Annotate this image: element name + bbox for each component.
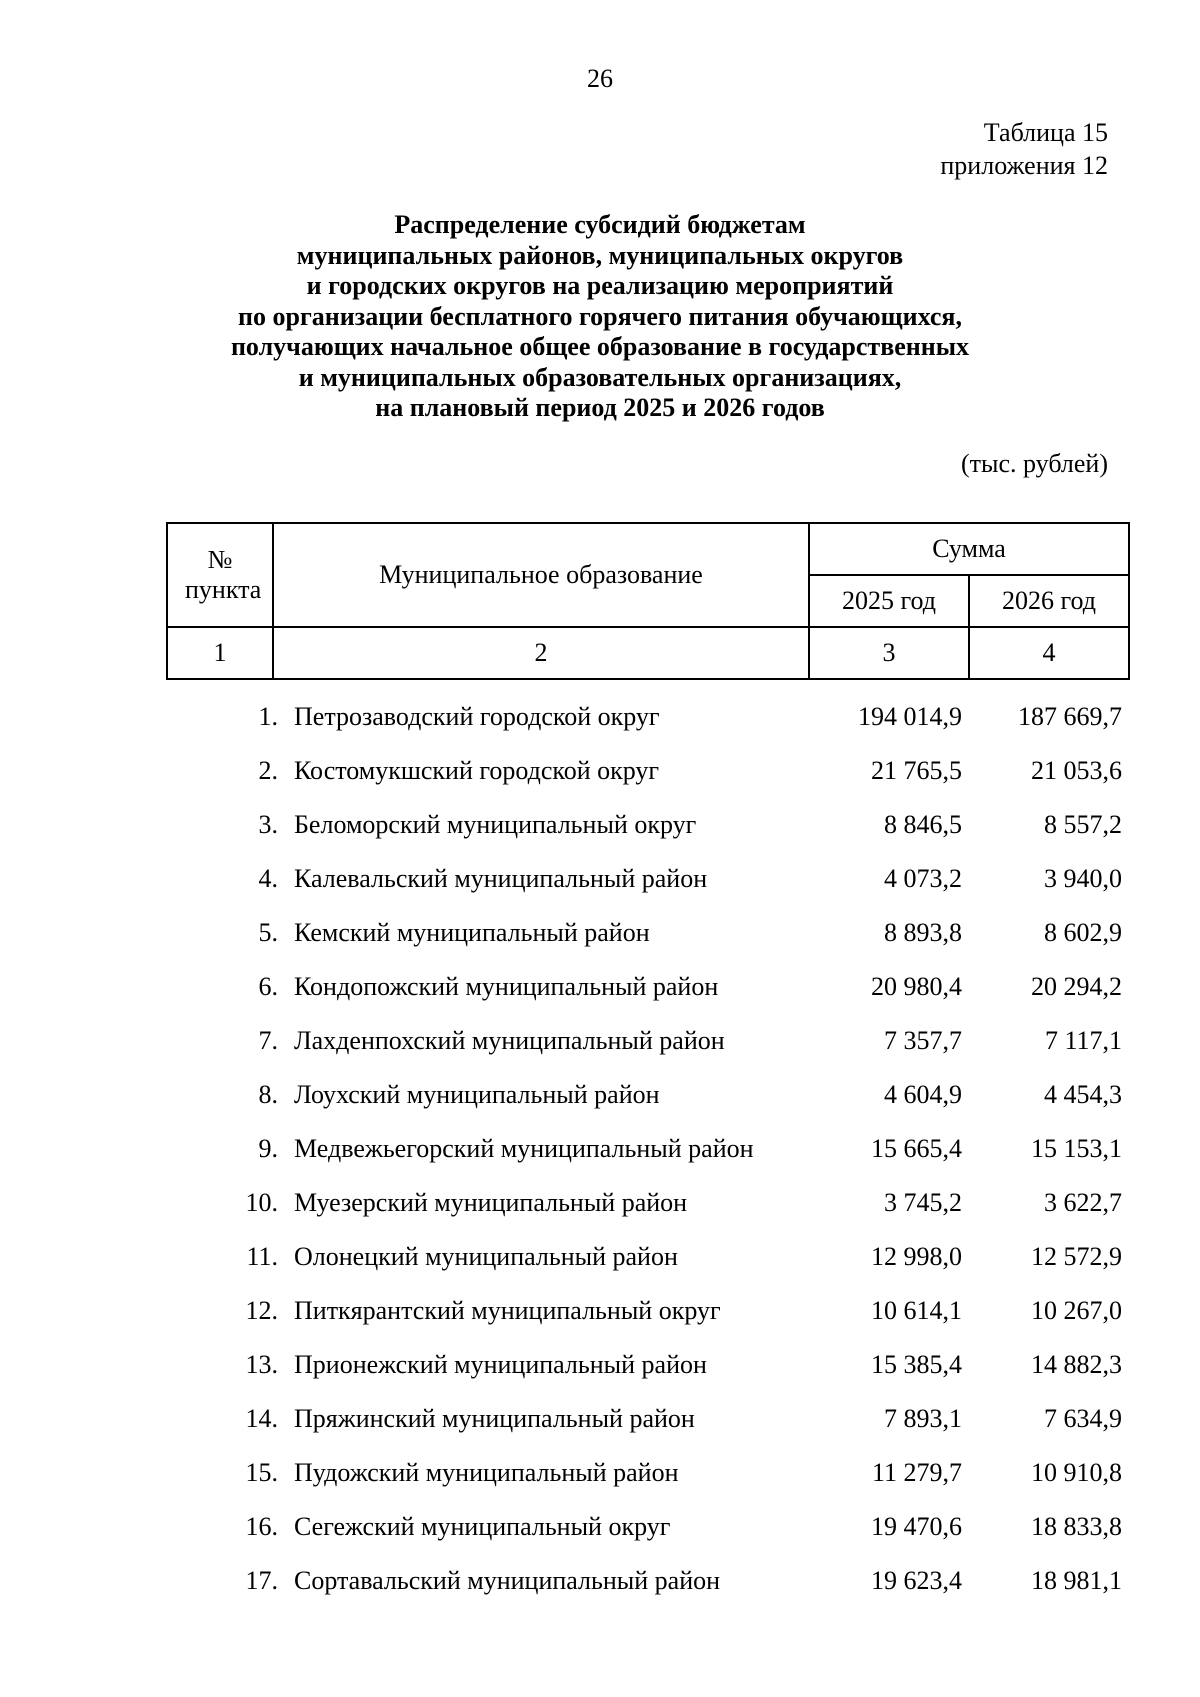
row-amount-2026: 18 981,1 bbox=[1031, 1566, 1122, 1595]
header-sum-cell: Сумма bbox=[809, 523, 1129, 575]
row-number: 11. bbox=[246, 1242, 278, 1271]
row-number: 8. bbox=[258, 1080, 278, 1109]
row-amount-2026: 7 117,1 bbox=[1044, 1026, 1122, 1055]
row-number: 5. bbox=[258, 918, 278, 947]
row-amount-2025: 8 893,8 bbox=[884, 918, 962, 947]
row-amount-2025: 15 385,4 bbox=[871, 1350, 962, 1379]
title-line: Распределение субсидий бюджетам bbox=[394, 210, 806, 239]
table-header bbox=[166, 522, 1130, 680]
row-amount-2026: 7 634,9 bbox=[1044, 1404, 1122, 1433]
row-number: 13. bbox=[245, 1350, 278, 1379]
table-reference-line-2: приложения 12 bbox=[940, 151, 1108, 180]
row-amount-2025: 15 665,4 bbox=[871, 1134, 962, 1163]
row-number-cell bbox=[166, 1404, 278, 1434]
row-number-cell bbox=[166, 1134, 278, 1164]
row-amount-2025: 3 745,2 bbox=[884, 1188, 962, 1217]
row-amount-2026: 21 053,6 bbox=[1031, 756, 1122, 785]
row-municipality: Пряжинский муниципальный район bbox=[294, 1404, 695, 1433]
row-amount-2025: 7 357,7 bbox=[884, 1026, 962, 1055]
row-number: 9. bbox=[258, 1134, 278, 1163]
table-row bbox=[166, 852, 1128, 906]
column-number-4: 4 bbox=[969, 627, 1129, 679]
table-row bbox=[166, 960, 1128, 1014]
row-municipality: Кондопожский муниципальный район bbox=[294, 972, 719, 1001]
row-municipality: Лахденпохский муниципальный район bbox=[294, 1026, 725, 1055]
row-amount-2026: 10 910,8 bbox=[1031, 1458, 1122, 1487]
table-row bbox=[166, 1122, 1128, 1176]
row-number-cell bbox=[166, 1188, 278, 1218]
header-year-2026: 2026 год bbox=[969, 575, 1129, 627]
row-municipality: Прионежский муниципальный район bbox=[294, 1350, 707, 1379]
row-number: 7. bbox=[258, 1026, 278, 1055]
table-row bbox=[166, 1068, 1128, 1122]
row-municipality: Лоухский муниципальный район bbox=[294, 1080, 660, 1109]
row-municipality: Олонецкий муниципальный район bbox=[294, 1242, 678, 1271]
row-amount-2026: 10 267,0 bbox=[1031, 1296, 1122, 1325]
row-amount-2026: 8 602,9 bbox=[1044, 918, 1122, 947]
row-number-cell bbox=[166, 1350, 278, 1380]
row-municipality: Муезерский муниципальный район bbox=[294, 1188, 688, 1217]
row-municipality: Медвежьегорский муниципальный район bbox=[294, 1134, 754, 1163]
row-amount-2025: 11 279,7 bbox=[871, 1458, 962, 1487]
row-amount-2026: 8 557,2 bbox=[1044, 810, 1122, 839]
row-amount-2026: 187 669,7 bbox=[1018, 702, 1122, 731]
row-number-cell bbox=[166, 864, 278, 894]
row-number: 4. bbox=[258, 864, 278, 893]
row-amount-2025: 19 470,6 bbox=[871, 1512, 962, 1541]
row-amount-2026: 4 454,3 bbox=[1044, 1080, 1122, 1109]
table-row bbox=[166, 1176, 1128, 1230]
row-amount-2025: 4 073,2 bbox=[884, 864, 962, 893]
column-number-2: 2 bbox=[273, 627, 809, 679]
row-number-cell bbox=[166, 1512, 278, 1542]
title-line: по организации бесплатного горячего питания обучающихся, bbox=[238, 301, 962, 331]
row-municipality: Костомукшский городской округ bbox=[294, 756, 660, 785]
row-amount-2025: 19 623,4 bbox=[871, 1566, 962, 1595]
title-line: на плановый период 2025 и 2026 годов bbox=[375, 393, 825, 422]
table-row bbox=[166, 1554, 1128, 1608]
table-row bbox=[166, 1338, 1128, 1392]
row-number-cell bbox=[166, 702, 278, 732]
row-amount-2026: 14 882,3 bbox=[1031, 1350, 1122, 1379]
table-row bbox=[166, 1446, 1128, 1500]
title-line: получающих начальное общее образование в государственных bbox=[230, 332, 970, 361]
column-number-3: 3 bbox=[809, 627, 969, 679]
table-row bbox=[166, 1392, 1128, 1446]
row-amount-2026: 3 622,7 bbox=[1044, 1188, 1122, 1217]
table-row bbox=[166, 690, 1128, 744]
row-amount-2025: 7 893,1 bbox=[884, 1404, 962, 1433]
row-amount-2025: 10 614,1 bbox=[871, 1296, 962, 1325]
row-number-cell bbox=[166, 1296, 278, 1326]
row-amount-2025: 4 604,9 bbox=[884, 1080, 962, 1109]
table-row bbox=[166, 1014, 1128, 1068]
row-municipality: Беломорский муниципальный округ bbox=[294, 810, 697, 839]
row-number-cell bbox=[166, 1566, 278, 1596]
header-municipality-cell: Муниципальное образование bbox=[273, 523, 809, 627]
row-amount-2025: 12 998,0 bbox=[871, 1242, 962, 1271]
table-row bbox=[166, 1230, 1128, 1284]
units-label: (тыс. рублей) bbox=[960, 449, 1108, 478]
table-row bbox=[166, 798, 1128, 852]
table-reference bbox=[940, 116, 1108, 182]
header-number-label: № пункта bbox=[185, 545, 262, 604]
row-municipality: Петрозаводский городской округ bbox=[294, 702, 660, 731]
row-number: 2. bbox=[258, 756, 278, 785]
page-number: 26 bbox=[587, 64, 613, 93]
table-row bbox=[166, 1284, 1128, 1338]
document-title bbox=[0, 210, 1200, 424]
title-line: муниципальных районов, муниципальных округов bbox=[296, 240, 904, 270]
row-amount-2026: 15 153,1 bbox=[1031, 1134, 1122, 1163]
row-municipality: Кемский муниципальный район bbox=[294, 918, 650, 947]
row-number-cell bbox=[166, 918, 278, 948]
header-year-2025: 2025 год bbox=[809, 575, 969, 627]
table-body bbox=[166, 690, 1128, 1608]
row-amount-2026: 3 940,0 bbox=[1044, 864, 1122, 893]
table-row bbox=[166, 744, 1128, 798]
row-number-cell bbox=[166, 1242, 278, 1272]
row-number-cell bbox=[166, 810, 278, 840]
row-municipality: Калевальский муниципальный район bbox=[294, 864, 708, 893]
row-number-cell bbox=[166, 1026, 278, 1056]
row-municipality: Сегежский муниципальный округ bbox=[294, 1512, 671, 1541]
table-row bbox=[166, 906, 1128, 960]
table-row bbox=[166, 1500, 1128, 1554]
row-amount-2026: 18 833,8 bbox=[1031, 1512, 1122, 1541]
row-amount-2026: 12 572,9 bbox=[1031, 1242, 1122, 1271]
row-number: 16. bbox=[245, 1512, 278, 1541]
row-number: 10. bbox=[245, 1188, 278, 1217]
title-line: и городских округов на реализацию мероприятий bbox=[306, 271, 894, 300]
row-number: 12. bbox=[245, 1296, 278, 1325]
title-line: и муниципальных образовательных организациях, bbox=[298, 362, 902, 392]
row-municipality: Пудожский муниципальный район bbox=[294, 1458, 679, 1487]
row-municipality: Сортавальский муниципальный район bbox=[294, 1566, 721, 1595]
row-number-cell bbox=[166, 1458, 278, 1488]
row-amount-2025: 194 014,9 bbox=[858, 702, 962, 731]
row-municipality: Питкярантский муниципальный округ bbox=[294, 1296, 721, 1325]
row-amount-2026: 20 294,2 bbox=[1031, 972, 1122, 1001]
row-number-cell bbox=[166, 1080, 278, 1110]
row-number: 15. bbox=[245, 1458, 278, 1487]
row-number: 1. bbox=[258, 702, 278, 731]
row-number: 14. bbox=[245, 1404, 278, 1433]
row-amount-2025: 8 846,5 bbox=[884, 810, 962, 839]
header-number-cell bbox=[167, 523, 273, 627]
row-number: 17. bbox=[245, 1566, 278, 1595]
row-number: 3. bbox=[258, 810, 278, 839]
row-amount-2025: 21 765,5 bbox=[871, 756, 962, 785]
row-number-cell bbox=[166, 756, 278, 786]
row-number-cell bbox=[166, 972, 278, 1002]
row-number: 6. bbox=[258, 972, 278, 1001]
row-amount-2025: 20 980,4 bbox=[871, 972, 962, 1001]
table-reference-line-1: Таблица 15 bbox=[983, 118, 1108, 147]
column-number-1: 1 bbox=[167, 627, 273, 679]
